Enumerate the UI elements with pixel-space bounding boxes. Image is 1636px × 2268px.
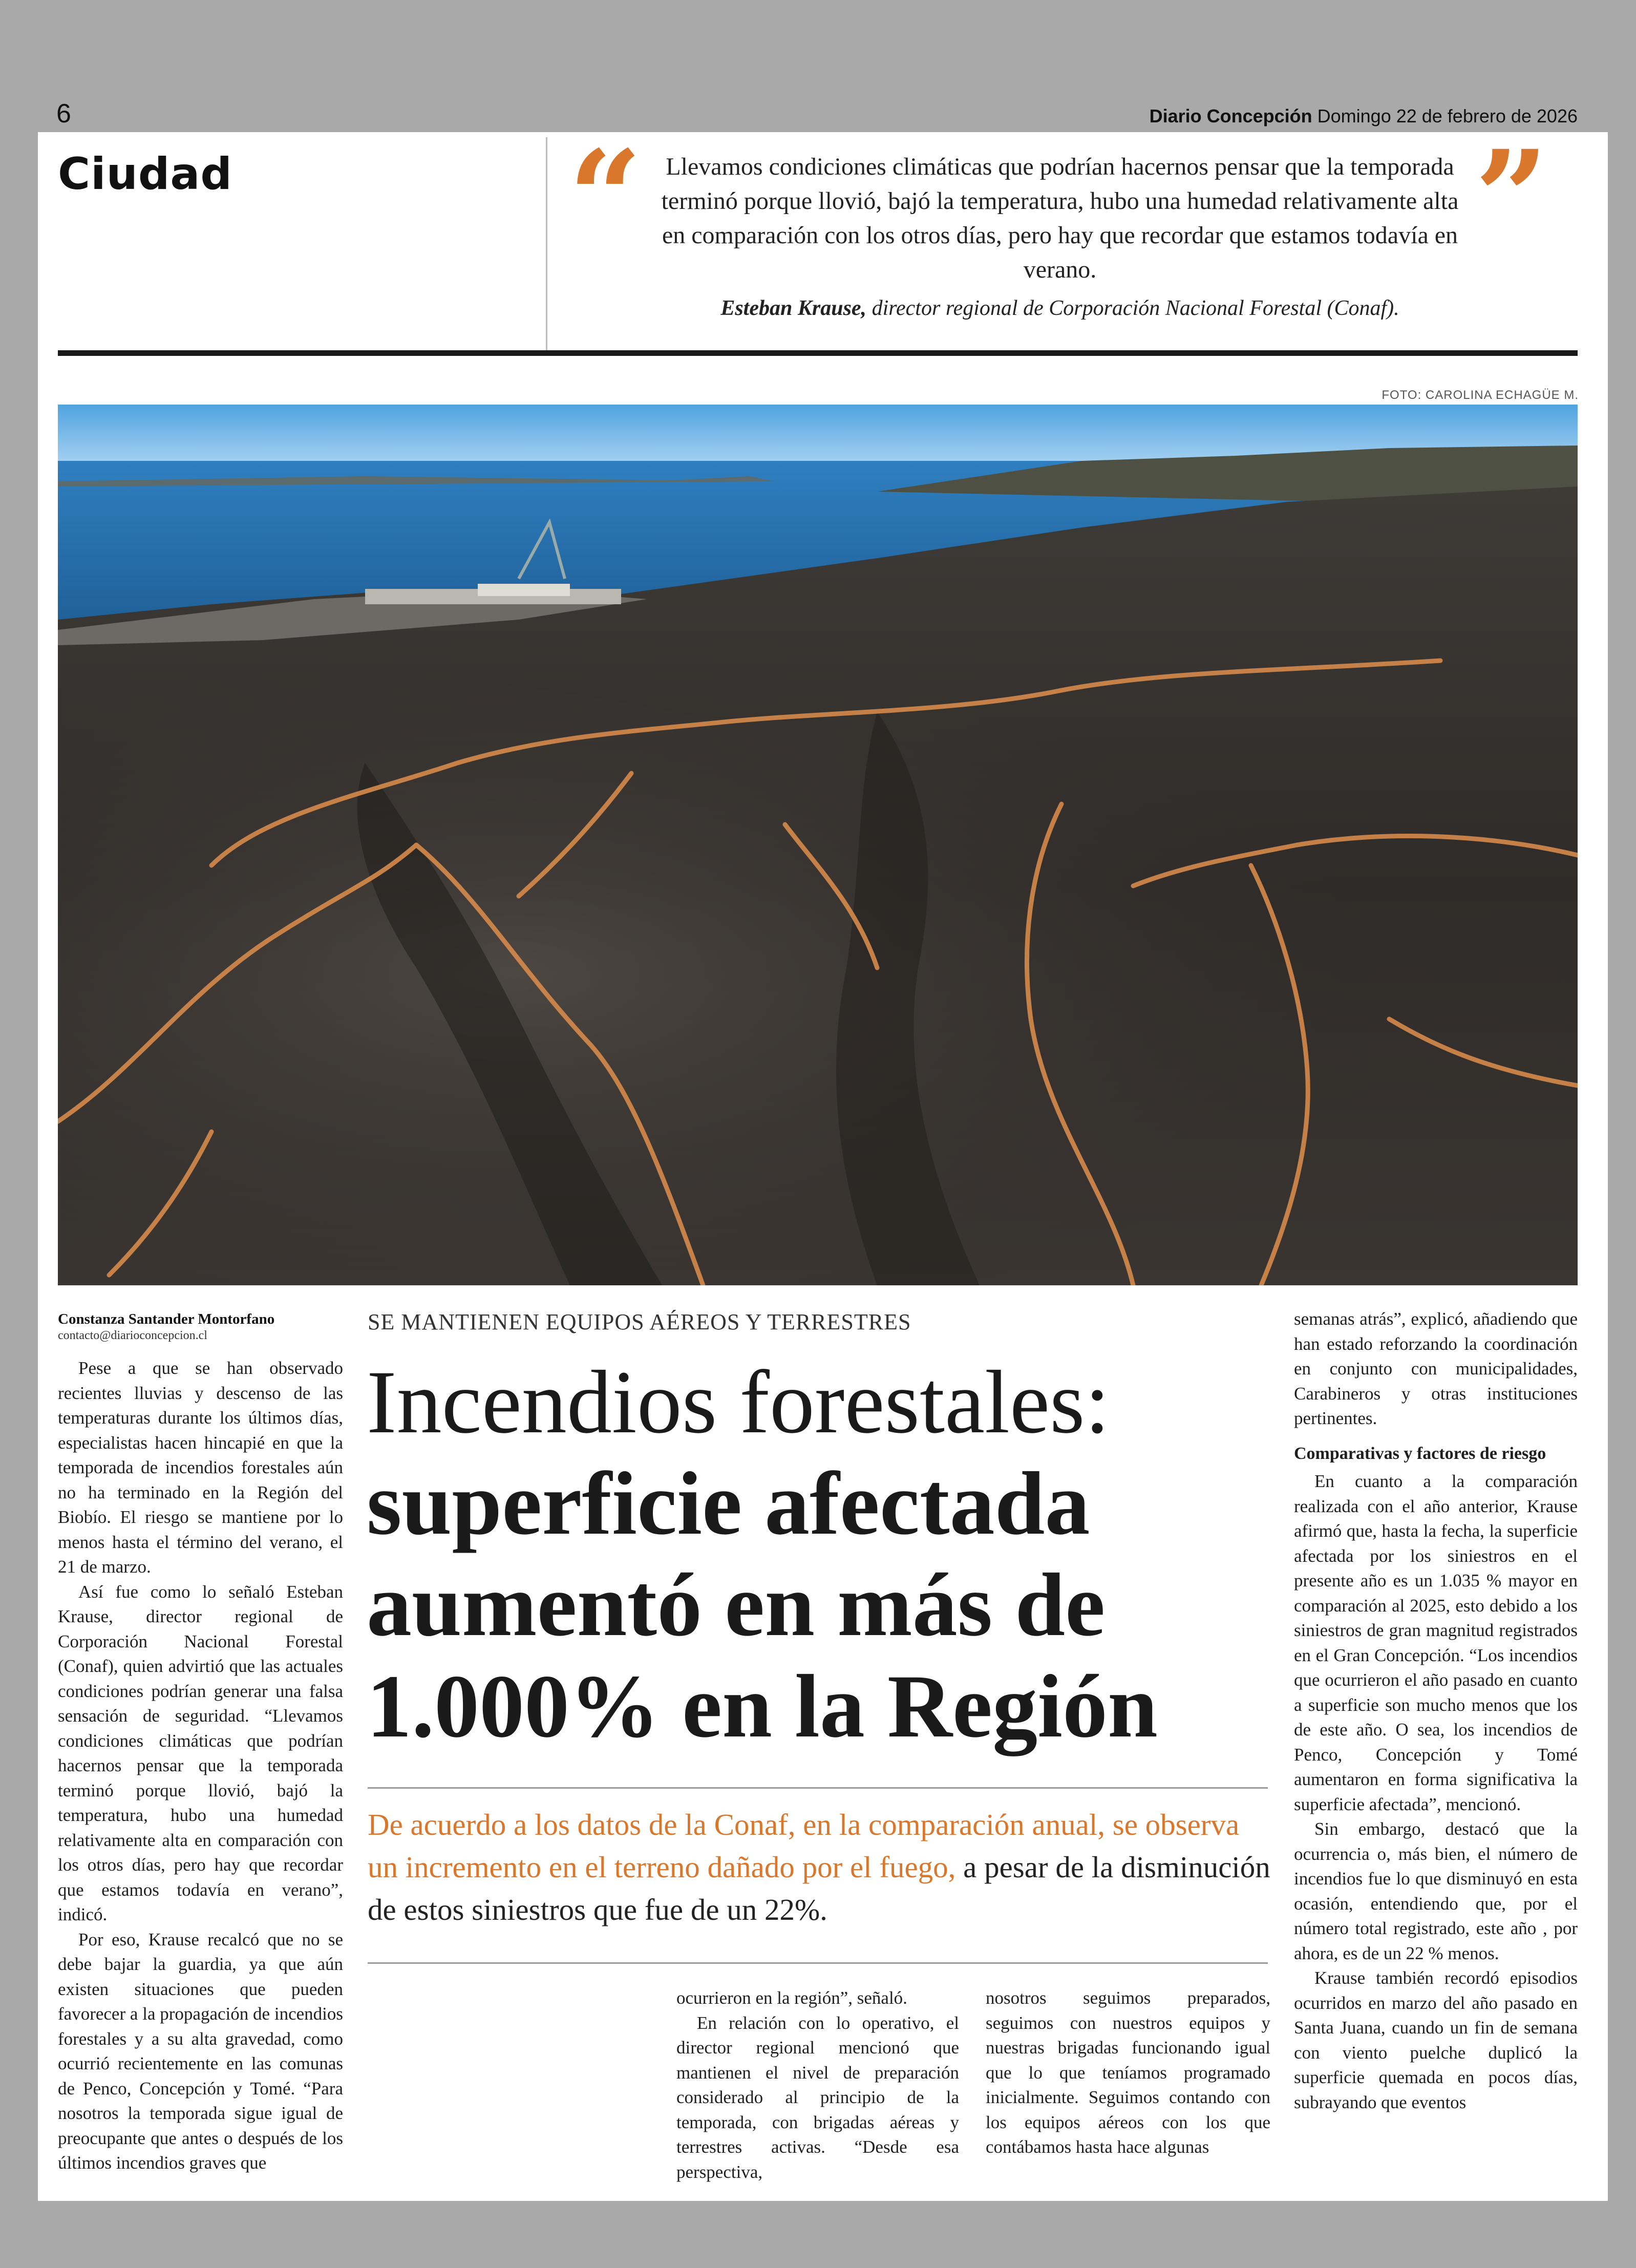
paragraph: ocurrieron en la región”, señaló. (676, 1988, 907, 2008)
deck (368, 1804, 1274, 1931)
article-column-3 (986, 1986, 1270, 2160)
article-column-4 (1294, 1307, 1578, 2115)
paragraph: En relación con lo operativo, el director regional mencionó que mantienen el nivel de preparación considerado al principio de la temporada, con brigadas aéreas y terrestres activas. “Desde esa perspectiva, (676, 2012, 959, 2182)
deck-rule-bottom (368, 1962, 1268, 1964)
photo-credit: FOTO: CAROLINA ECHAGÜE M. (1382, 388, 1579, 402)
page-number: 6 (56, 99, 71, 129)
burned-hills-aerial-photo (58, 405, 1578, 1285)
paragraph: En cuanto a la comparación realizada con el año anterior, Krause afirmó que, hasta la fecha, la superficie afectada por los siniestros en el presente año es un 1.035 % mayor en comparación al 2025, esto debido a los siniestros de gran magnitud registrados en el Gran Concepción. “Los incendios que ocurrieron el año pasado en cuanto a superficie son mucho menos que los de este año. O sea, los incendios de Penco, Concepción y Tomé aumentaron en forma significativa la superficie afectada”, mencionó. (1294, 1471, 1578, 1814)
byline-author: Constanza Santander Montorfano (58, 1311, 275, 1327)
paragraph: nosotros seguimos preparados, seguimos con nuestros equipos y nuestras brigadas funcionando igual que lo que teníamos programado inicialmente. Seguimos contando con los equipos aéreos con los que contábamos hasta hace algunas (986, 1988, 1270, 2157)
paragraph: Krause también recordó episodios ocurridos en marzo del año pasado en Santa Juana, cuando un fin de semana con viento puelche duplicó la superficie quemada en pocos días, subrayando que eventos (1294, 1968, 1578, 2112)
pull-quote-text: Llevamos condiciones climáticas que podrían hacernos pensar que la temporada terminó porque llovió, bajó la temperatura, hubo una humedad relativamente alta en comparación con los otros días, pero hay que recordar que estamos todavía en verano. (661, 153, 1459, 283)
headline-line: Incendios forestales: (367, 1352, 1110, 1452)
header-divider (546, 137, 547, 352)
deck-rest: a pesar de la disminución de estos siniestros que fue de un 22%. (368, 1850, 1270, 1926)
deck-highlight: De acuerdo a los datos de la Conaf, en la comparación anual, se observa un incremento en el terreno dañado por el fuego, (368, 1808, 1240, 1884)
quote-author: Esteban Krause, (720, 296, 867, 320)
byline-email: contacto@diarioconcepcion.cl (58, 1329, 207, 1342)
deck-rule-top (368, 1787, 1268, 1789)
article-photo (58, 405, 1578, 1285)
newspaper-name: Diario Concepción (1149, 105, 1312, 126)
paragraph: semanas atrás”, explicó, añadiendo que han estado reforzando la coordinación en conjunto con municipalidades, Carabineros y otras instituciones pertinentes. (1294, 1309, 1578, 1428)
issue-date: Domingo 22 de febrero de 2026 (1317, 105, 1578, 126)
header-rule (58, 350, 1578, 356)
article-column-1 (58, 1356, 343, 2176)
subheading: Comparativas y factores de riesgo (1294, 1444, 1546, 1463)
paragraph: Sin embargo, destacó que la ocurrencia o, más bien, el número de incendios fue lo que disminuyó en esta ocasión, entendiendo que, por el número total registrado, este año , por ahora, es de un 22 % menos. (1294, 1819, 1578, 1963)
headline (367, 1352, 1278, 1757)
open-quote-icon: “ (568, 122, 642, 272)
close-quote-icon: ” (1475, 122, 1548, 272)
quote-role: director regional de Corporación Nacional Forestal (Conaf). (872, 296, 1399, 320)
headline-line: superficie afectada (367, 1454, 1090, 1554)
section-title: Ciudad (58, 149, 232, 200)
paragraph: Pese a que se han observado recientes lluvias y descenso de las temperaturas durante los últimos días, especialistas hacen hincapié en que la temporada de incendios forestales aún no ha terminado en la Región del Biobío. El riesgo se mantiene por lo menos hasta el término del verano, el 21 de marzo. (58, 1358, 343, 1577)
headline-line: aumentó en más de (367, 1555, 1106, 1655)
paragraph: Así fue como lo señaló Esteban Krause, director regional de Corporación Nacional Forestal (Conaf), quien advirtió que las actuales condiciones podrían generar una falsa sensación de seguridad. “Llevamos condiciones climáticas que podrían hacernos pensar que la temporada terminó porque llovió, bajó la temperatura, hubo una humedad relativamente alta en comparación con los otros días, pero hay que recordar que estamos todavía en verano”, indicó. (58, 1581, 343, 1924)
article-column-2 (676, 1986, 959, 2185)
paragraph: Por eso, Krause recalcó que no se debe bajar la guardia, ya que aún existen situaciones que pueden favorecer a la propagación de incendios forestales y a su alta gravedad, como ocurrió recientemente en las comunas de Penco, Concepción y Tomé. “Para nosotros la temporada sigue igual de preocupante que antes o después de los últimos incendios graves que (58, 1929, 343, 2173)
headline-line: 1.000% en la Región (367, 1657, 1158, 1756)
pull-quote-attribution (640, 296, 1480, 321)
kicker: SE MANTIENEN EQUIPOS AÉREOS Y TERRESTRES (368, 1309, 911, 1334)
